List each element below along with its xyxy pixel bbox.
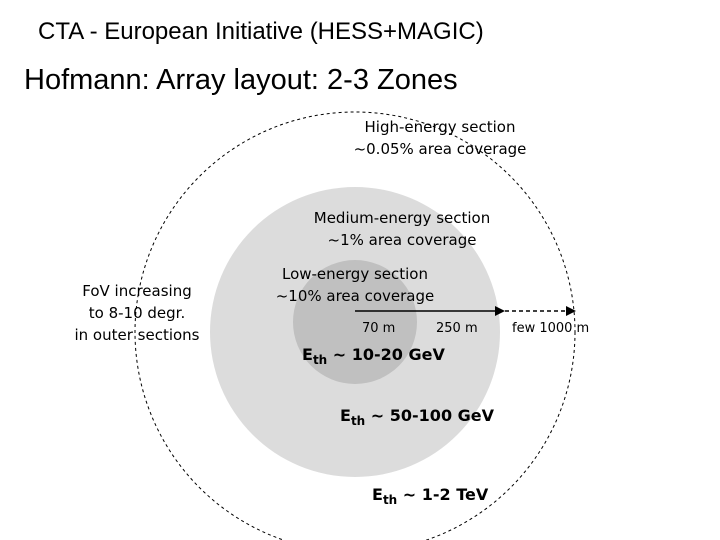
fov-note-line1: FoV increasing — [82, 282, 192, 300]
low-energy-label — [250, 263, 460, 307]
distance-70m: 70 m — [362, 321, 396, 336]
medium-energy-name: Medium-energy section — [313, 209, 491, 227]
high-energy-coverage: ~0.05% area coverage — [353, 140, 527, 158]
high-energy-threshold: $E_{th}$ ~ 1-2 TeV — [372, 485, 489, 508]
fov-note — [62, 280, 212, 346]
header-title: CTA - European Initiative (HESS+MAGIC) — [38, 18, 484, 45]
low-energy-coverage: ~10% area coverage — [275, 287, 435, 305]
arrow-250m-head — [495, 306, 505, 316]
medium-energy-label — [297, 207, 507, 251]
fov-note-line3: in outer sections — [74, 326, 200, 344]
high-energy-label — [335, 116, 545, 160]
distance-few-1000m: few 1000 m — [512, 321, 590, 336]
medium-energy-threshold: $E_{th}$ ~ 50-100 GeV — [340, 406, 495, 429]
low-energy-name: Low-energy section — [281, 265, 428, 283]
distance-250m: 250 m — [436, 321, 478, 336]
slide-title: Hofmann: Array layout: 2-3 Zones — [24, 64, 458, 96]
low-energy-threshold: $E_{th}$ ~ 10-20 GeV — [302, 345, 445, 368]
medium-energy-coverage: ~1% area coverage — [327, 231, 477, 249]
high-energy-name: High-energy section — [364, 118, 516, 136]
fov-note-line2: to 8-10 degr. — [88, 304, 186, 322]
